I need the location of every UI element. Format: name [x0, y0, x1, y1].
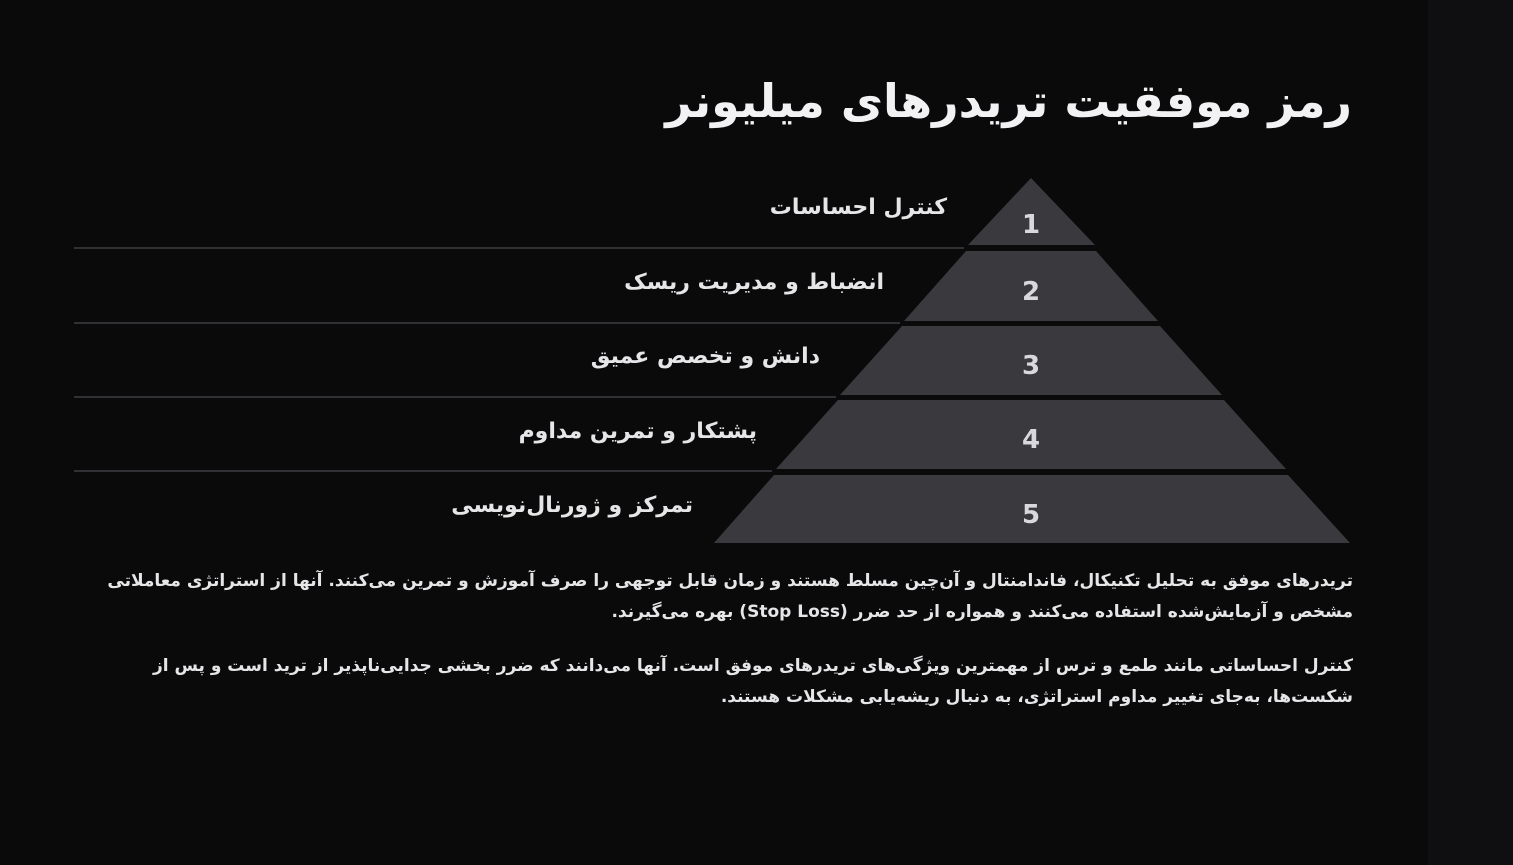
tier-label-3: دانش و تخصص عمیق [590, 344, 820, 369]
description-paragraph-1: تریدرهای موفق به تحلیل تکنیکال، فاندامنتال و آن‌چین مسلط هستند و زمان قابل توجهی را صرف آموزش و تمرین می‌کنند. آنها از استراتژی معاملاتی مشخص و آزمایش‌شده استفاده می‌کنند و همواره از حد ضرر (Stop Loss) بهره می‌گیرند. [107, 571, 1353, 622]
tier-number-4: 4 [1021, 425, 1041, 455]
description-paragraph-2: کنترل احساساتی مانند طمع و ترس از مهمترین ویژگی‌های تریدرهای موفق است. آنها می‌دانند که ضرر بخشی جدایی‌ناپذیر از ترید است و پس از شکست‌ها، به‌جای تغییر مداوم استراتژی، به دنبال ریشه‌یابی مشکلات هستند. [152, 656, 1353, 707]
tier-label-5: تمرکز و ژورنال‌نویسی [451, 493, 693, 518]
tier-number-3: 3 [1021, 351, 1041, 381]
tier-label-2: انضباط و مدیریت ریسک [624, 270, 884, 295]
tier-number-1: 1 [1021, 210, 1041, 240]
tier-number-2: 2 [1021, 277, 1041, 307]
tier-label-1: کنترل احساسات [769, 195, 947, 220]
page-title: رمز موفقیت تریدرهای میلیونر [665, 74, 1352, 128]
tier-number-5: 5 [1021, 500, 1041, 530]
tier-label-4: پشتکار و تمرین مداوم [518, 419, 757, 444]
